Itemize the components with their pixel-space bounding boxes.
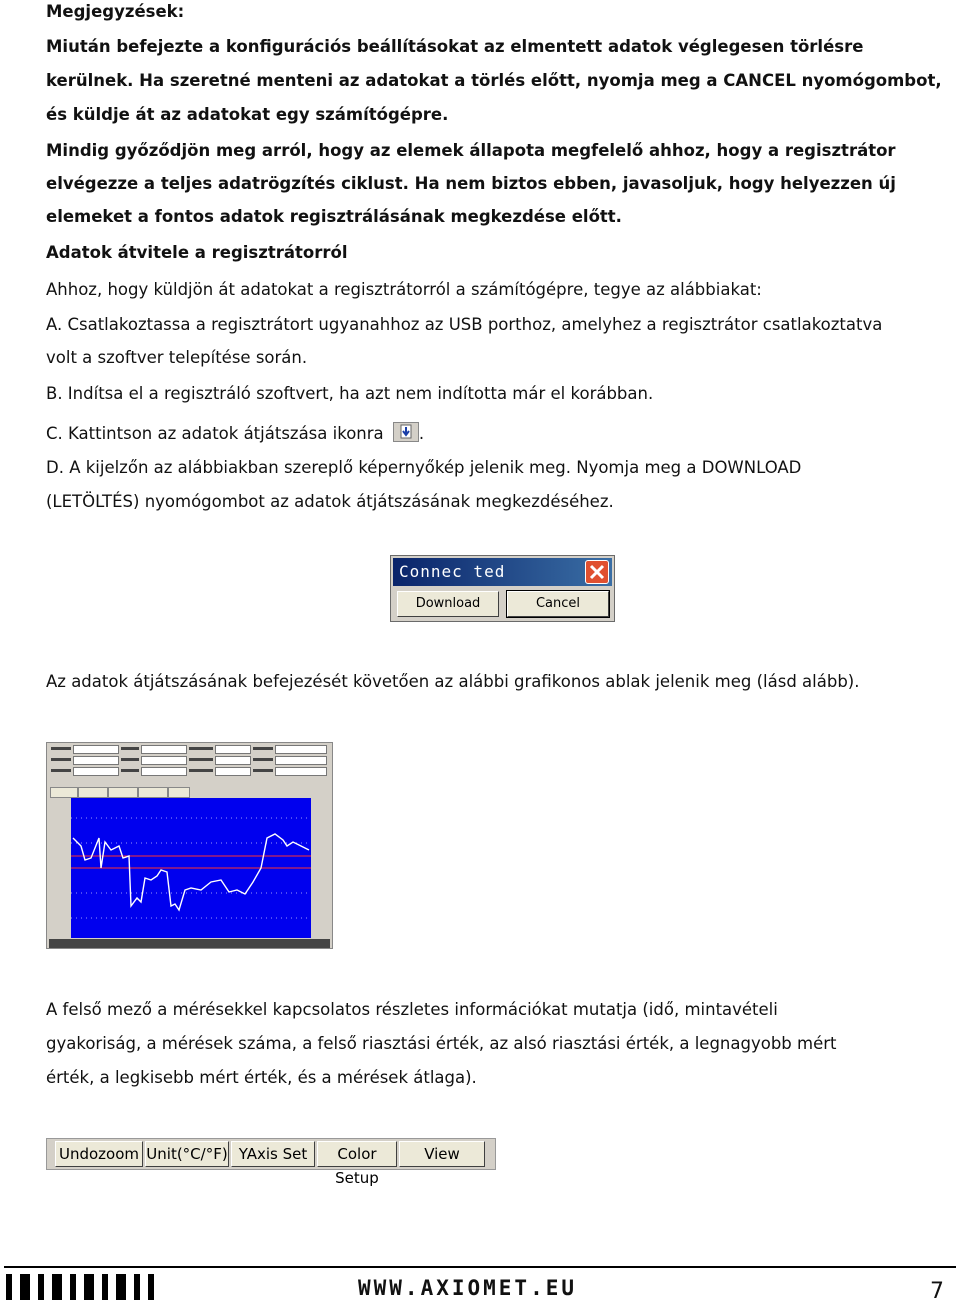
close-icon[interactable] bbox=[585, 560, 609, 584]
description-line-3: érték, a legkisebb mért érték, és a mérések átlaga). bbox=[46, 1068, 477, 1087]
graph-window-screenshot bbox=[46, 742, 333, 949]
graph-toolbar bbox=[46, 1138, 496, 1187]
section-heading: Adatok átvitele a regisztrátorról bbox=[46, 243, 348, 262]
step-c-period: . bbox=[418, 424, 425, 443]
graph-plot-area bbox=[71, 798, 311, 938]
undozoom-button[interactable]: Undozoom bbox=[55, 1141, 143, 1167]
note-line-4: Mindig győződjön meg arról, hogy az elemek állapota megfelelő ahhoz, hogy a regisztrátor bbox=[46, 141, 896, 160]
download-icon bbox=[393, 422, 419, 442]
unit-button[interactable]: Unit(°C/°F) bbox=[145, 1141, 229, 1167]
note-line-3: és küldje át az adatokat egy számítógépre. bbox=[46, 105, 449, 124]
view-button[interactable]: View bbox=[399, 1141, 485, 1167]
step-a-line-1: A. Csatlakoztassa a regisztrátort ugyanahhoz az USB porthoz, amelyhez a regisztrátor csatlakoztatva bbox=[46, 315, 883, 334]
note-line-5 bbox=[46, 173, 896, 195]
notes-heading: Megjegyzések: bbox=[46, 2, 185, 21]
note-line-2: kerülnek. Ha szeretné menteni az adatokat a törlés előtt, nyomja meg a CANCEL nyomógombot, bbox=[46, 71, 942, 90]
step-c bbox=[46, 422, 424, 445]
note-line-5b: Ha nem biztos ebben, javasoljuk, hogy helyezzen új bbox=[408, 174, 896, 193]
dialog-title: Connec ted bbox=[399, 562, 506, 581]
step-a-line-2: volt a szoftver telepítése során. bbox=[46, 348, 308, 367]
yaxis-set-button[interactable]: YAxis Set bbox=[231, 1141, 315, 1167]
connected-dialog bbox=[390, 555, 615, 622]
cancel-button[interactable]: Cancel bbox=[507, 591, 609, 617]
note-line-6: elemeket a fontos adatok regisztrálásának megkezdése előtt. bbox=[46, 207, 622, 226]
step-d-line-2: (LETÖLTÉS) nyomógombot az adatok átjátszásának megkezdéséhez. bbox=[46, 492, 614, 511]
step-b: B. Indítsa el a regisztráló szoftvert, ha azt nem indította már el korábban. bbox=[46, 384, 654, 403]
footer-website: WWW.AXIOMET.EU bbox=[358, 1276, 578, 1300]
description-line-1: A felső mező a mérésekkel kapcsolatos részletes információkat mutatja (idő, mintavételi bbox=[46, 1000, 778, 1019]
note-line-1: Miután befejezte a konfigurációs beállításokat az elmentett adatok véglegesen törlésre bbox=[46, 37, 864, 56]
footer-rule bbox=[4, 1266, 956, 1268]
after-download-line: Az adatok átjátszásának befejezését követően az alábbi grafikonos ablak jelenik meg (lásd alább). bbox=[46, 672, 860, 691]
page-number: 7 bbox=[930, 1279, 944, 1304]
dialog-title-bar bbox=[393, 558, 612, 586]
color-setup-button[interactable]: Color Setup bbox=[317, 1141, 397, 1167]
step-d-line-1: D. A kijelzőn az alábbiakban szereplő képernyőkép jelenik meg. Nyomja meg a DOWNLOAD bbox=[46, 458, 802, 477]
description-line-2: gyakoriság, a mérések száma, a felső riasztási érték, az alsó riasztási érték, a legnagyobb mért bbox=[46, 1034, 837, 1053]
download-button[interactable]: Download bbox=[397, 591, 499, 617]
intro-line: Ahhoz, hogy küldjön át adatokat a regisztrátorról a számítógépre, tegye az alábbiakat: bbox=[46, 280, 762, 299]
step-c-text: C. Kattintson az adatok átjátszása ikonra bbox=[46, 424, 384, 443]
note-line-5a: elvégezze a teljes adatrögzítés ciklust. bbox=[46, 174, 409, 193]
